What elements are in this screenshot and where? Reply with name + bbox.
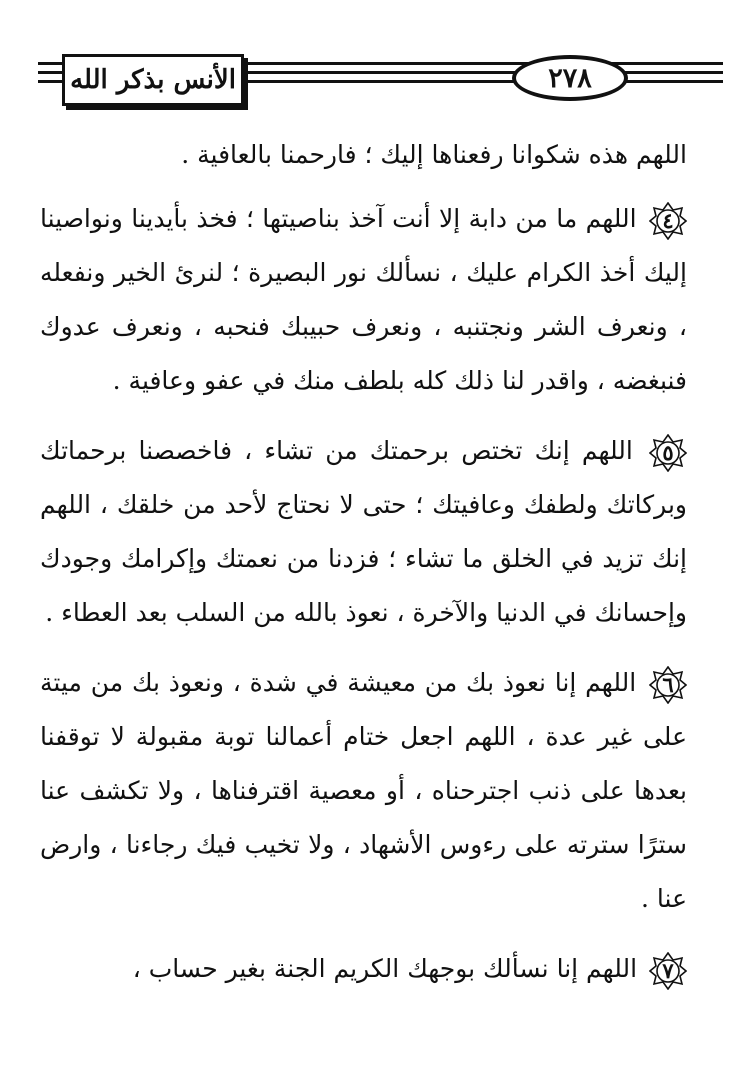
paragraph-text: اللهم إنا نعوذ بك من معيشة في شدة ، ونعوذ بك من ميتة على غير عدة ، اللهم اجعل ختام أعمالنا توبة مقبولة لا توقفنا بعدها على ذنب اجترحناه ، أو معصية اقترفناها ، ولا تكشف عنا سترًا سترته على رءوس الأشهاد ، ولا تخيب فيك رجاءنا ، وارض عنا . [40, 668, 687, 913]
page-number: ٢٧٨ [512, 55, 628, 101]
paragraph [40, 192, 687, 408]
item-number: ٥ [662, 439, 674, 465]
item-number: ٤ [662, 207, 674, 233]
running-title: الأنس بذكر الله [62, 54, 244, 106]
ornament-number-badge [649, 666, 687, 704]
paragraph [40, 942, 687, 996]
item-number: ٦ [662, 671, 674, 697]
page-header [0, 0, 743, 120]
paragraph [40, 424, 687, 640]
ornament-number-badge [649, 434, 687, 472]
paragraph-text: اللهم إنك تختص برحمتك من تشاء ، فاخصصنا برحماتك وبركاتك ولطفك وعافيتك ؛ حتى لا نحتاج لأحد من خلقك ، اللهم إنك تزيد في الخلق ما تشاء ؛ فزدنا من نعمتك وإكرامك وجودك وإحسانك في الدنيا والآخرة ، نعوذ بالله من السلب بعد العطاء . [40, 436, 687, 627]
page-body [40, 128, 687, 1069]
ornament-number-badge [649, 952, 687, 990]
paragraph-text: اللهم إنا نسألك بوجهك الكريم الجنة بغير حساب ، [132, 954, 638, 983]
paragraph-text: اللهم ما من دابة إلا أنت آخذ بناصيتها ؛ فخذ بأيدينا ونواصينا إليك أخذ الكرام عليك ، نسألك نور البصيرة ؛ لنرئ الخير ونفعله ، ونعرف الشر ونجتنبه ، ونعرف حبيبك فنحبه ، ونعرف عدوك فنبغضه ، واقدر لنا ذلك كله بلطف منك في عفو وعافية . [40, 204, 687, 395]
ornament-number-badge [649, 202, 687, 240]
item-number: ٧ [662, 957, 674, 983]
paragraph [40, 128, 687, 182]
paragraph [40, 656, 687, 926]
paragraph-text: اللهم هذه شكوانا رفعناها إليك ؛ فارحمنا بالعافية . [181, 140, 687, 169]
